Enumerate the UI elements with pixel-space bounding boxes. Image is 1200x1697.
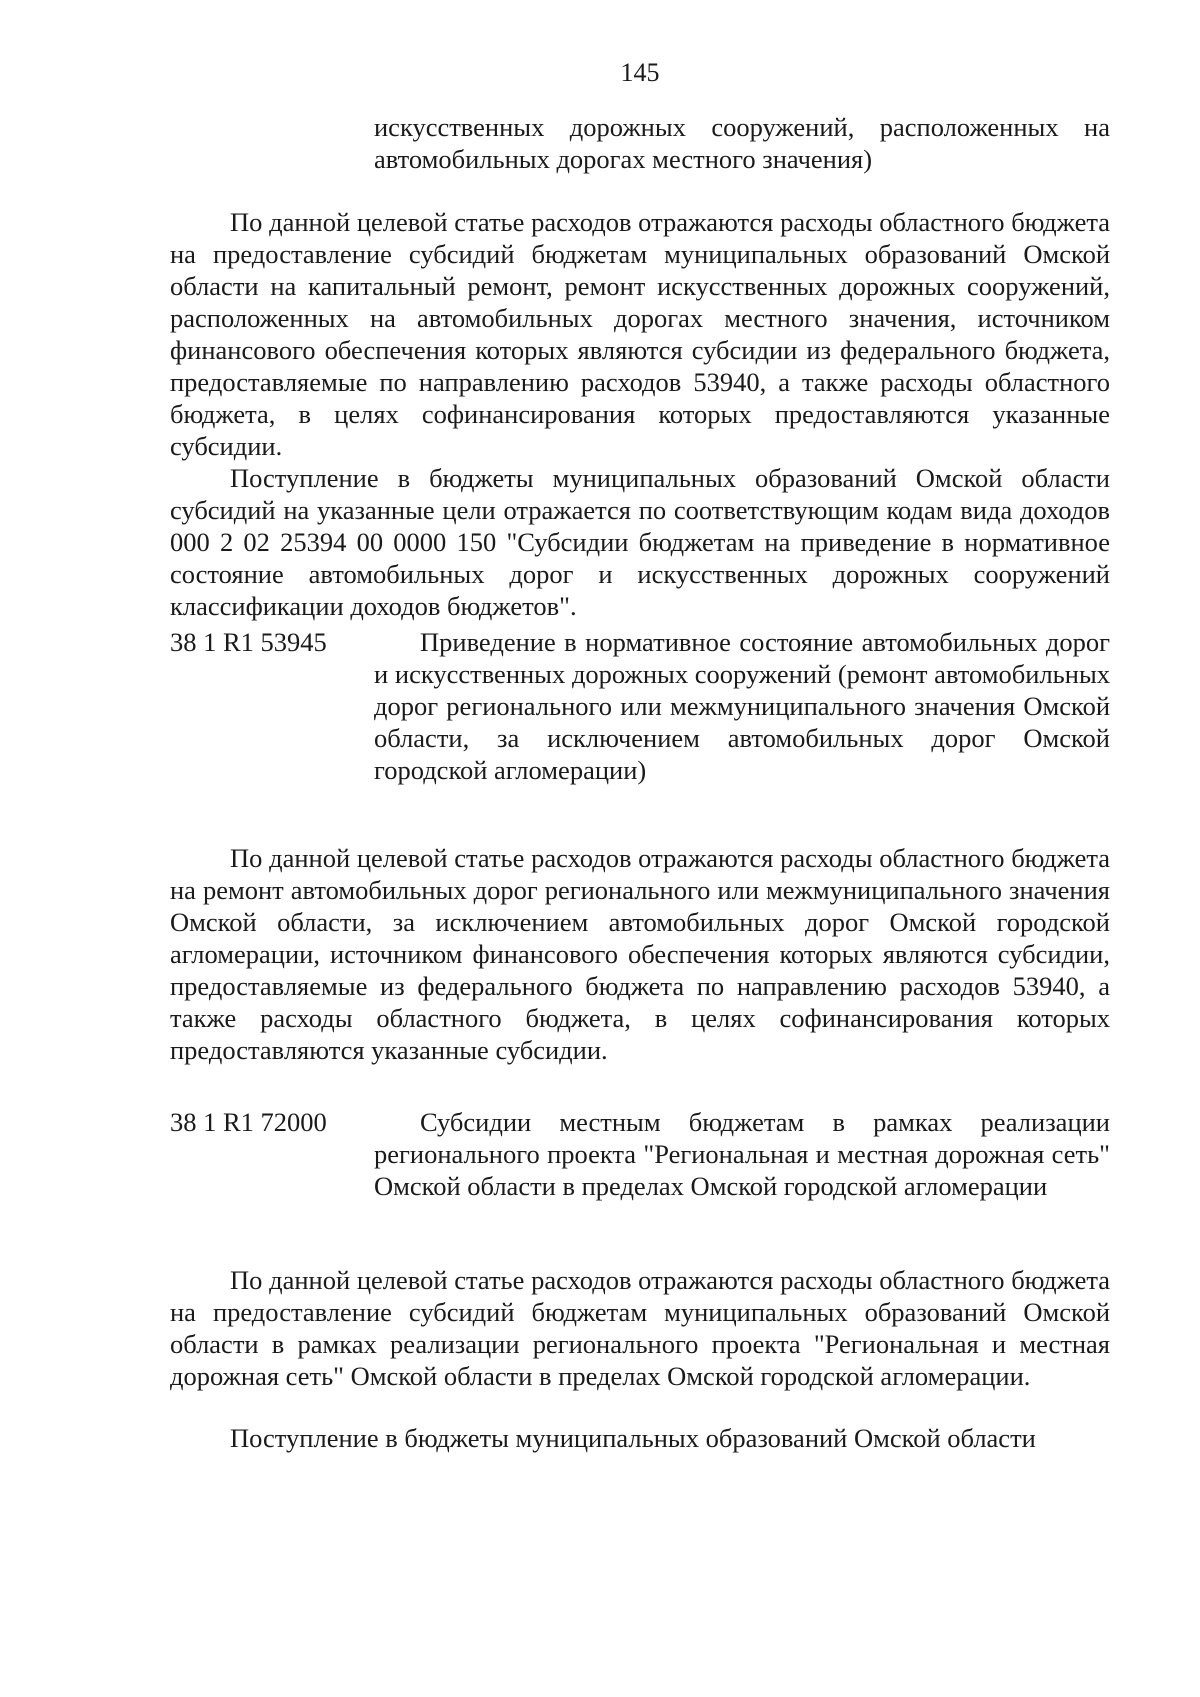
section2-paragraph-1: По данной целевой статье расходов отражаются расходы областного бюджета на ремонт автомобильных дорог регионального или межмуниципального значения Омской области, за исключением автомобильных дорог Омской городской агломерации, источником финансового обеспечения которых являются субсидии, предоставляемые из федерального бюджета по направлению расходов 53940, а также расходы областного бюджета, в целях софинансирования которых предоставляются указанные субсидии. <box>170 843 1110 1065</box>
entry-code-72000: 38 1 R1 72000 <box>170 1107 327 1137</box>
entry-code-53945: 38 1 R1 53945 <box>170 627 327 657</box>
page-number: 145 <box>620 58 660 87</box>
section3-paragraph-2: Поступление в бюджеты муниципальных образований Омской области <box>230 1423 1036 1453</box>
heading-continuation: искусственных дорожных сооружений, расположенных на автомобильных дорогах местного значения) <box>374 112 1110 174</box>
section1-paragraph-1: По данной целевой статье расходов отражаются расходы областного бюджета на предоставление субсидий бюджетам муниципальных образований Омской области на капитальный ремонт, ремонт искусственных дорожных сооружений, расположенных на автомобильных дорогах местного значения, источником финансового обеспечения которых являются субсидии из федерального бюджета, предоставляемые по направлению расходов 53940, а также расходы областного бюджета, в целях софинансирования которых предоставляются указанные субсидии. <box>170 207 1110 461</box>
section1-paragraph-2: Поступление в бюджеты муниципальных образований Омской области субсидий на указанные цели отражается по соответствующим кодам вида доходов 000 2 02 25394 00 0000 150 "Субсидии бюджетам на приведение в нормативное состояние автомобильных дорог и искусственных дорожных сооружений классификации доходов бюджетов". <box>170 463 1110 621</box>
section3-paragraph-1: По данной целевой статье расходов отражаются расходы областного бюджета на предоставление субсидий бюджетам муниципальных образований Омской области в рамках реализации регионального проекта "Региональная и местная дорожная сеть" Омской области в пределах Омской городской агломерации. <box>170 1265 1110 1391</box>
entry-title-72000: Субсидии местным бюджетам в рамках реализации регионального проекта "Региональная и местная дорожная сеть" Омской области в пределах Омской городской агломерации <box>374 1107 1110 1201</box>
entry-title-53945: Приведение в нормативное состояние автомобильных дорог и искусственных дорожных сооружений (ремонт автомобильных дорог регионального или межмуниципального значения Омской области, за исключением автомобильных дорог Омской городской агломерации) <box>374 627 1110 785</box>
